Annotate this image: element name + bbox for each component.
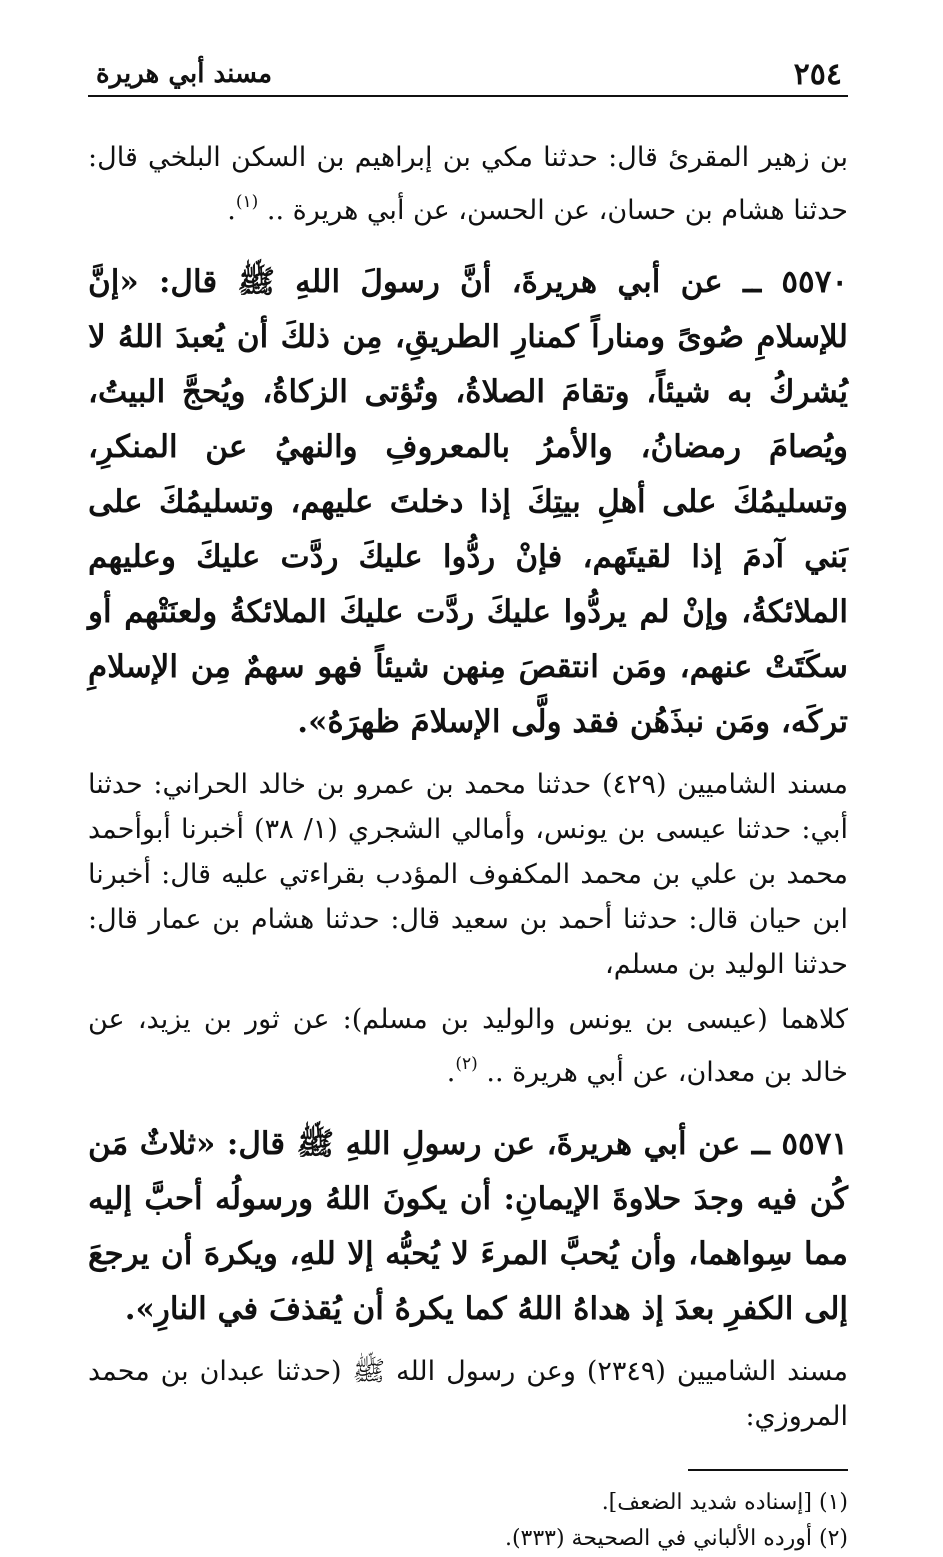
- page-number: ٢٥٤: [793, 57, 842, 92]
- hadith-number: ٥٥٧١: [781, 1126, 849, 1162]
- source-paragraph: [88, 997, 848, 1095]
- source-end: .: [446, 1057, 456, 1088]
- source-end: .: [227, 195, 236, 226]
- footnote-text: أورده الألباني في الصحيحة (٣٣٣).: [504, 1526, 812, 1551]
- hadith-text: ــ عن أبي هريرةَ، أنَّ رسولَ اللهِ ﷺ قال: «إنَّ للإسلامِ صُوىً ومناراً كمنارِ الطريقِ، مِن ذلكَ أن يُعبدَ اللهُ لا يُشركُ به شيئاً، وتقامَ الصلاةُ، وتُؤتى الزكاةُ، ويُحجَّ البيتُ، ويُصامَ رمضانُ، والأمرُ بالمعروفِ والنهيُ عن المنكرِ، وتسليمُكَ على أهلِ بيتِكَ إذا دخلتَ عليهم، وتسليمُكَ على بَني آدمَ إذا لقيتَهم، فإنْ ردُّوا عليكَ ردَّت عليكَ وعليهم الملائكةُ، وإنْ لم يردُّوا عليكَ ردَّت عليكَ الملائكةُ ولعنَتْهم أو سكَتَتْ عنهم، ومَن انتقصَ مِنهن شيئاً فهو سهمٌ مِن الإسلامِ تركَه، ومَن نبذَهُن فقد ولَّى الإسلامَ ظهرَهُ».: [88, 264, 848, 740]
- running-title: مسند أبي هريرة: [96, 59, 273, 89]
- source-paragraph: [88, 135, 848, 233]
- footnote-text: [إسناده شديد الضعف].: [601, 1490, 812, 1515]
- footnote-marker: (١): [818, 1490, 848, 1515]
- source-paragraph: [88, 1349, 848, 1439]
- page-header: [88, 55, 848, 97]
- source-text: مسند الشاميين (٢٣٤٩) وعن رسول الله ﷺ (حدثنا عبدان بن محمد المروزي:: [88, 1356, 849, 1432]
- source-text: مسند الشاميين (٤٢٩) حدثنا محمد بن عمرو بن خالد الحراني: حدثنا أبي: حدثنا عيسى بن يونس، وأمالي الشجري (١/ ٣٨) أخبرنا أبوأحمد محمد بن علي بن محمد المكفوف المؤدب بقراءتي عليه قال: أخبرنا ابن حيان قال: حدثنا أحمد بن سعيد قال: حدثنا هشام بن عمار قال: حدثنا الوليد بن مسلم،: [88, 769, 849, 980]
- source-paragraph: [88, 762, 848, 987]
- footnote: [88, 1521, 848, 1557]
- source-text: كلاهما (عيسى بن يونس والوليد بن مسلم): عن ثور بن يزيد، عن خالد بن معدان، عن أبي هريرة ..: [88, 1004, 848, 1088]
- footnote-marker: (٢): [818, 1526, 848, 1551]
- hadith-number: ٥٥٧٠: [781, 264, 849, 300]
- hadith-text: ــ عن أبي هريرةَ، عن رسولِ اللهِ ﷺ قال: «ثلاثٌ مَن كُن فيه وجدَ حلاوةَ الإيمانِ: أن يكونَ اللهُ ورسولُه أحبَّ إليه مما سِواهما، وأن يُحبَّ المرءَ لا يُحبُّه إلا للهِ، ويكرهَ أن يرجعَ إلى الكفرِ بعدَ إذ هداهُ اللهُ كما يكرهُ أن يُقذفَ في النارِ».: [88, 1126, 848, 1327]
- hadith-paragraph: [88, 255, 848, 750]
- footnote-ref: (١): [235, 192, 259, 212]
- hadith-paragraph: [88, 1117, 848, 1337]
- source-text: بن زهير المقرئ قال: حدثنا مكي بن إبراهيم بن السكن البلخي قال: حدثنا هشام بن حسان، عن الحسن، عن أبي هريرة ..: [88, 142, 849, 226]
- footnote: [88, 1485, 848, 1521]
- footnote-ref: (٢): [455, 1054, 478, 1074]
- page: [88, 55, 849, 1551]
